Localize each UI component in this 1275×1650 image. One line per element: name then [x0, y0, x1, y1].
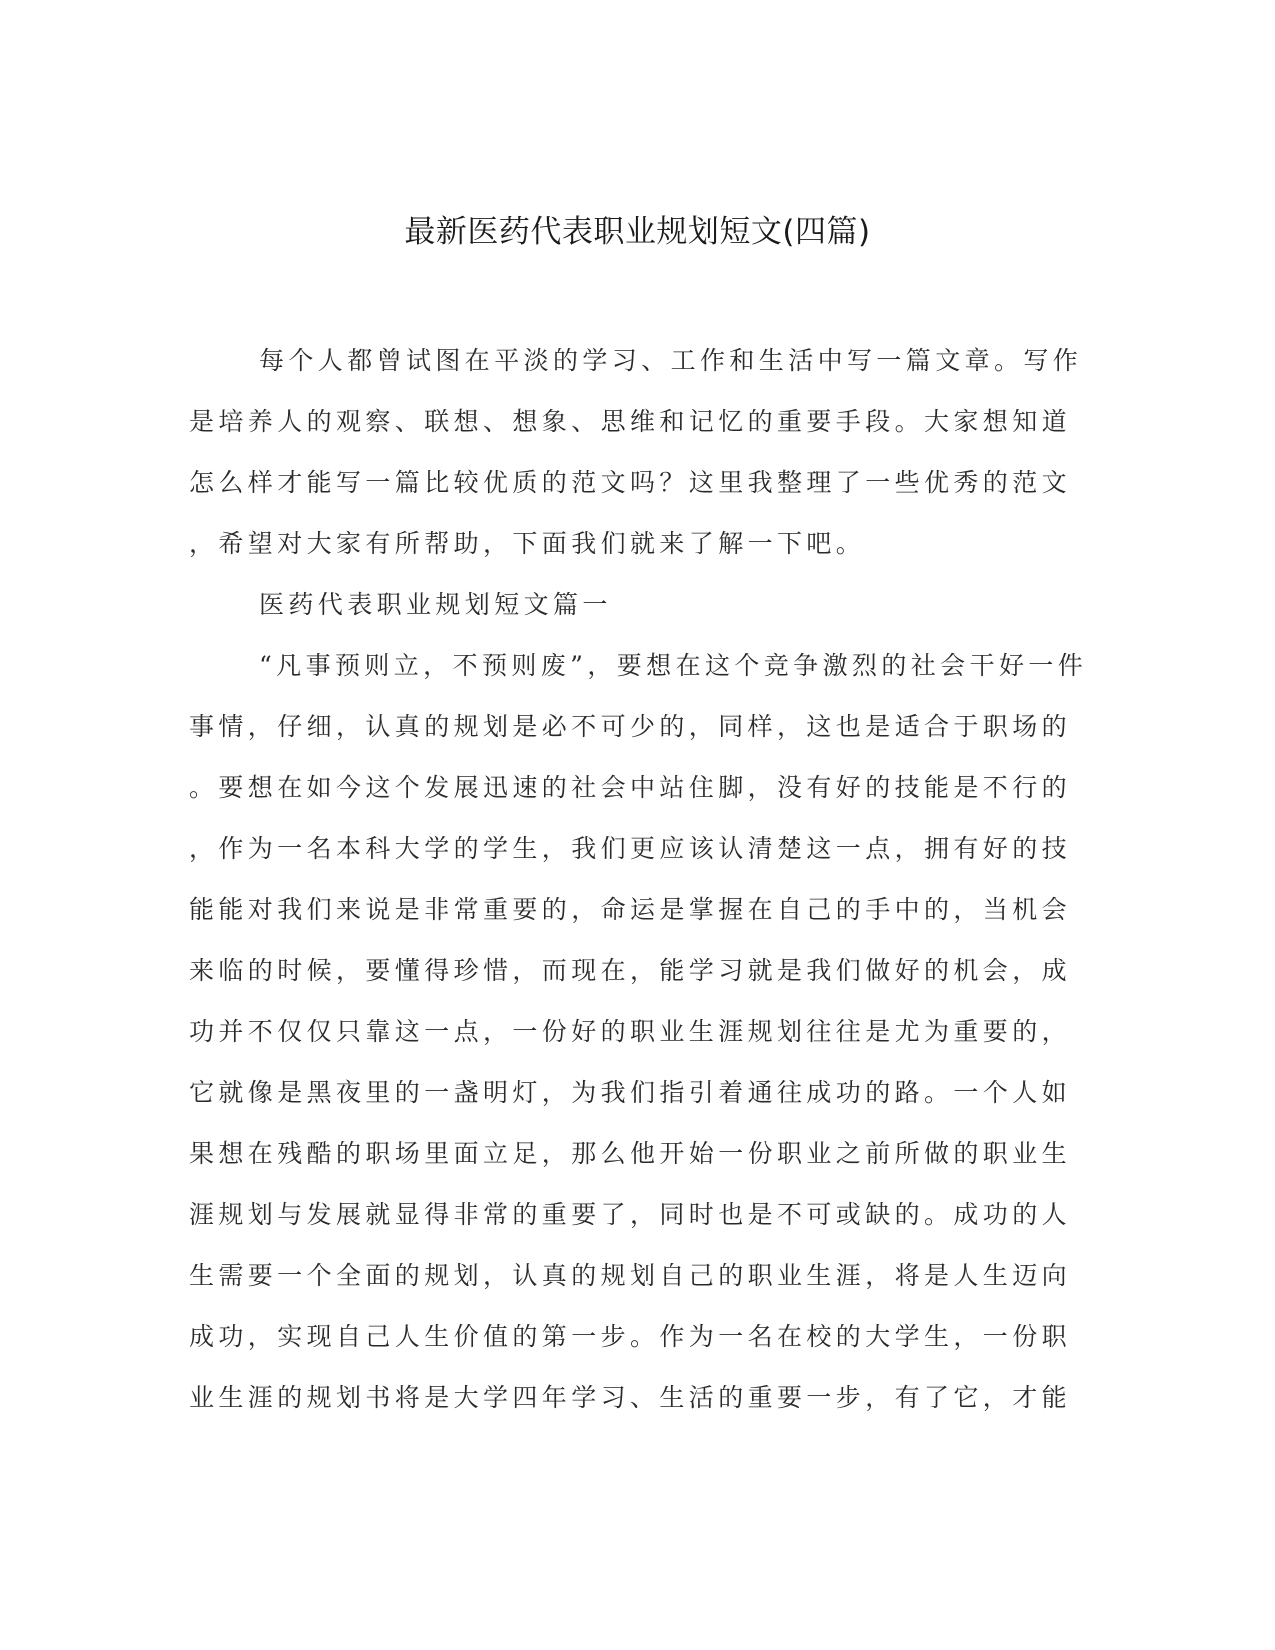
- document-body: [189, 330, 1088, 1428]
- paragraph-line: 。要想在如今这个发展迅速的社会中站住脚，没有好的技能是不行的: [189, 773, 1072, 802]
- paragraph-line: 果想在残酷的职场里面立足，那么他开始一份职业之前所做的职业生: [189, 1139, 1072, 1168]
- paragraph-line: 功并不仅仅只靠这一点，一份好的职业生涯规划往往是尤为重要的，: [189, 1017, 1072, 1046]
- paragraph-line: 业生涯的规划书将是大学四年学习、生活的重要一步，有了它，才能: [189, 1383, 1072, 1412]
- paragraph-line: 生需要一个全面的规划，认真的规划自己的职业生涯，将是人生迈向: [189, 1261, 1072, 1290]
- paragraph-line: ，希望对大家有所帮助，下面我们就来了解一下吧。: [189, 529, 866, 558]
- paragraph-line: 来临的时候，要懂得珍惜，而现在，能学习就是我们做好的机会，成: [189, 956, 1072, 985]
- paragraph-line: 怎么样才能写一篇比较优质的范文吗？这里我整理了一些优秀的范文: [189, 468, 1072, 497]
- paragraph-line: 每个人都曾试图在平淡的学习、工作和生活中写一篇文章。写作: [259, 346, 1083, 375]
- paragraph-line: 涯规划与发展就显得非常的重要了，同时也是不可或缺的。成功的人: [189, 1200, 1072, 1229]
- paragraph-line: 事情，仔细，认真的规划是必不可少的，同样，这也是适合于职场的: [189, 712, 1072, 741]
- paragraph-line: 它就像是黑夜里的一盏明灯，为我们指引着通往成功的路。一个人如: [189, 1078, 1072, 1107]
- paragraph-line: 能能对我们来说是非常重要的，命运是掌握在自己的手中的，当机会: [189, 895, 1072, 924]
- paragraph-line: 成功，实现自己人生价值的第一步。作为一名在校的大学生，一份职: [189, 1322, 1072, 1351]
- document-title: 最新医药代表职业规划短文(四篇): [404, 214, 871, 250]
- section-heading: 医药代表职业规划短文篇一: [259, 590, 612, 619]
- paragraph-line: “凡事预则立，不预则废”，要想在这个竞争激烈的社会干好一件: [259, 651, 1088, 680]
- paragraph-line: 是培养人的观察、联想、想象、思维和记忆的重要手段。大家想知道: [189, 407, 1072, 436]
- paragraph-line: ，作为一名本科大学的学生，我们更应该认清楚这一点，拥有好的技: [189, 834, 1072, 863]
